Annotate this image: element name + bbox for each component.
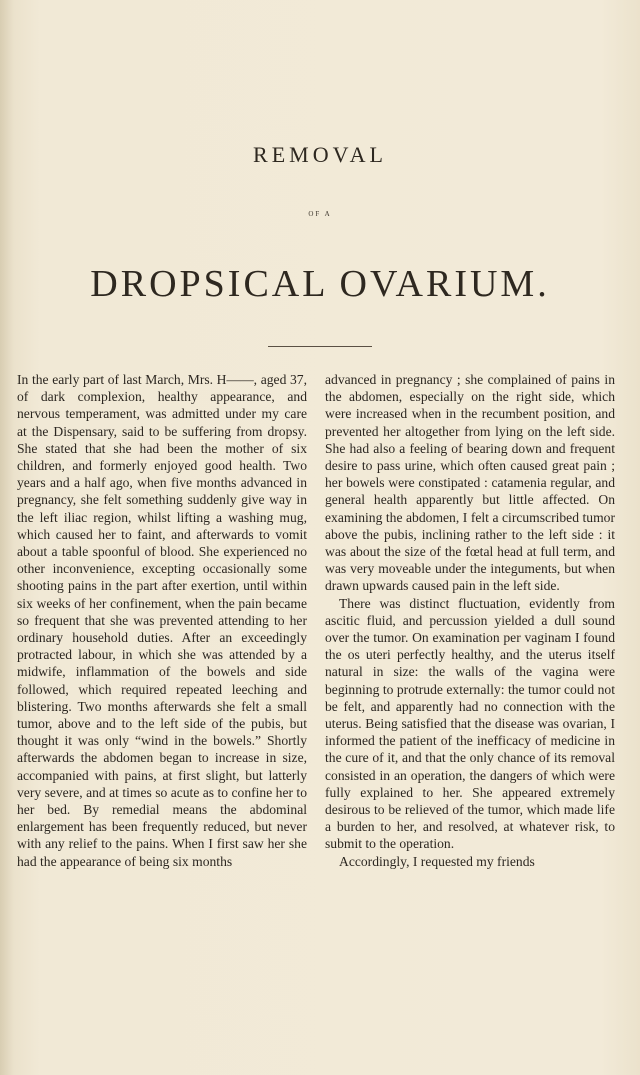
title-line-2: OF A xyxy=(308,210,332,218)
right-column xyxy=(325,371,615,870)
title-line-1: REMOVAL xyxy=(253,142,387,167)
divider-rule xyxy=(268,346,372,347)
title-line-3: DROPSICAL OVARIUM. xyxy=(90,263,550,305)
right-column-paragraph-2: There was distinct fluctuation, evidently from ascitic fluid, and percussion yielded a dull sound over the tumor. On examination per vaginam I found the os uteri perfectly healthy, and the uterus itself natural in size: the walls of the vagina were beginning to protrude externally: the tumor could not be felt, and apparently had no connection with the uterus. Being satisfied that the disease was ovarian, I informed the patient of the inefficacy of medicine in the cure of it, and that the only chance of its removal consisted in an operation, the dangers of which were fully explained to her. She appeared extremely desirous to be relieved of the tumor, which made life a burden to her, and resolved, at whatever risk, to submit to the operation. xyxy=(325,595,615,852)
right-column-paragraph-1: advanced in pregnancy ; she complained of pains in the abdomen, especially on the right side, which were increased when in the recumbent position, and prevented her altogether from lying on the left side. She had also a feeling of bearing down and frequent desire to pass urine, which often caused great pain ; her bowels were constipated : catamenia regular, and general health apparently but little affected. On examining the abdomen, I felt a circumscribed tumor above the pubis, inclining rather to the left side : it was about the size of the fœtal head at full term, and was very moveable under the integuments, but when drawn upwards caused pain in the left side. xyxy=(325,372,615,594)
left-column-text: In the early part of last March, Mrs. H——, aged 37, of dark complexion, healthy appearance, and nervous temperament, was admitted under my care at the Dispensary, said to be suffering from dropsy. She stated that she had been the mother of six children, and formerly enjoyed good health. Two years and a half ago, when five months advanced in pregnancy, she felt something suddenly give way in the left iliac region, whilst lifting a washing mug, which caused her to faint, and afterwards to vomit about a table spoonful of blood. She experienced no other inconvenience, excepting occasionally some shooting pains in the part after exertion, until within six weeks of her confinement, when the pain became so frequent that she was prevented attending to her ordinary household duties. After an exceedingly protracted labour, in which she was attended by a midwife, inflammation of the bowels and side followed, which required repeated leeching and blistering. Two months afterwards she felt a small tumor, above and to the left side of the pubis, but thought it was only “wind in the bowels.” Shortly afterwards the abdomen began to increase in size, accompanied with pains, at first slight, but latterly very severe, and at times so acute as to confine her to her bed. By remedial means the abdominal enlargement has been frequently reduced, but never with any relief to the pains. When I first saw her she had the appearance of being six months xyxy=(17,372,307,869)
right-column-paragraph-3: Accordingly, I requested my friends xyxy=(339,853,535,869)
left-column xyxy=(17,371,307,870)
